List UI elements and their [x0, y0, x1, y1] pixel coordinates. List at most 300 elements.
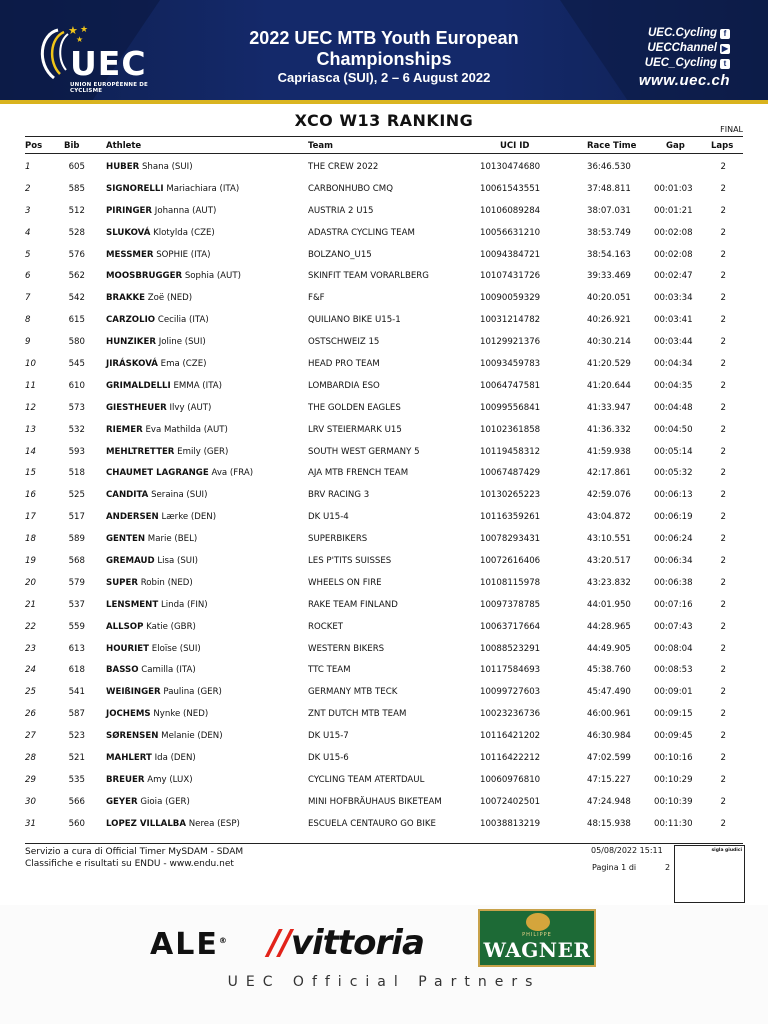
cell-uci-id: 10116421202 — [480, 731, 541, 742]
cell-team: WHEELS ON FIRE — [308, 577, 382, 588]
table-row — [0, 442, 768, 464]
table-row — [0, 376, 768, 398]
cell-bib: 566 — [68, 796, 85, 807]
cell-bib: 560 — [68, 818, 85, 829]
col-team: Team — [308, 141, 334, 151]
cell-athlete — [106, 157, 193, 179]
cell-athlete — [106, 485, 207, 507]
cell-athlete — [106, 398, 211, 420]
cell-team: BOLZANO_U15 — [308, 249, 372, 260]
cell-laps: 2 — [720, 293, 726, 304]
cell-athlete — [106, 266, 241, 288]
cell-bib: 542 — [68, 293, 85, 304]
cell-pos: 31 — [25, 818, 36, 829]
cell-bib: 613 — [68, 643, 85, 654]
vittoria-logo: //vittoria — [268, 923, 424, 963]
cell-athlete — [106, 617, 196, 639]
athlete-surname: BASSO — [106, 665, 139, 676]
cell-laps: 2 — [720, 687, 726, 698]
cell-bib: 580 — [68, 337, 85, 348]
athlete-firstname: Nynke (NED) — [153, 709, 209, 720]
cell-team: LRV STEIERMARK U15 — [308, 424, 402, 435]
wagner-small-text: PHILIPPE — [522, 932, 552, 938]
cell-pos: 11 — [25, 380, 36, 391]
cell-team: DK U15-6 — [308, 753, 349, 764]
table-row — [0, 639, 768, 661]
col-laps: Laps — [711, 141, 734, 151]
cell-gap: 00:04:35 — [654, 380, 693, 391]
athlete-surname: CANDITA — [106, 490, 149, 501]
cell-uci-id: 10129921376 — [480, 337, 541, 348]
cell-pos: 13 — [25, 424, 36, 435]
cell-athlete — [106, 354, 206, 376]
facebook-icon: f — [720, 29, 730, 39]
cell-team: QUILIANO BIKE U15-1 — [308, 315, 401, 326]
athlete-firstname: Eloïse (SUI) — [151, 643, 201, 654]
cell-uci-id: 10072616406 — [480, 556, 541, 567]
cell-pos: 4 — [25, 227, 31, 238]
event-subtitle: Capriasca (SUI), 2 – 6 August 2022 — [277, 70, 491, 85]
cell-race-time: 46:30.984 — [587, 731, 631, 742]
cell-bib: 615 — [68, 315, 85, 326]
cell-pos: 9 — [25, 337, 31, 348]
cell-gap: 00:06:24 — [654, 534, 693, 545]
cell-pos: 15 — [25, 468, 36, 479]
cell-race-time: 40:30.214 — [587, 337, 631, 348]
cell-athlete — [106, 332, 206, 354]
cell-gap: 00:04:34 — [654, 359, 693, 370]
col-bib: Bib — [64, 141, 80, 151]
athlete-firstname: Zoë (NED) — [147, 293, 193, 304]
cell-laps: 2 — [720, 556, 726, 567]
cell-uci-id: 10061543551 — [480, 183, 541, 194]
cell-pos: 22 — [25, 621, 36, 632]
cell-laps: 2 — [720, 709, 726, 720]
athlete-surname: JOCHEMS — [106, 709, 151, 720]
table-row — [0, 157, 768, 179]
cell-uci-id: 10090059329 — [480, 293, 541, 304]
cell-athlete — [106, 704, 208, 726]
athlete-firstname: EMMA (ITA) — [173, 380, 223, 391]
page-label: Pagina 1 di — [592, 863, 637, 872]
cell-gap: 00:01:03 — [654, 183, 693, 194]
cell-gap: 00:04:48 — [654, 402, 693, 413]
cell-pos: 26 — [25, 709, 36, 720]
cell-race-time: 38:53.749 — [587, 227, 631, 238]
athlete-surname: MEHLTRETTER — [106, 446, 175, 457]
table-row — [0, 201, 768, 223]
cell-race-time: 40:26.921 — [587, 315, 631, 326]
cell-bib: 562 — [68, 271, 85, 282]
table-row — [0, 748, 768, 770]
results-line: Classifiche e risultati su ENDU - www.endu.net — [25, 859, 234, 869]
athlete-surname: GRIMALDELLI — [106, 380, 171, 391]
cell-team: HEAD PRO TEAM — [308, 359, 380, 370]
cell-pos: 6 — [25, 271, 31, 282]
cell-bib: 541 — [68, 687, 85, 698]
social-links — [645, 26, 730, 71]
cell-laps: 2 — [720, 468, 726, 479]
cell-team: SKINFIT TEAM VORARLBERG — [308, 271, 429, 282]
divider — [25, 843, 743, 844]
athlete-firstname: Nerea (ESP) — [188, 818, 240, 829]
cell-gap: 00:08:53 — [654, 665, 693, 676]
social-facebook[interactable]: UEC.Cycling f — [645, 26, 730, 41]
cell-pos: 20 — [25, 577, 36, 588]
cell-laps: 2 — [720, 753, 726, 764]
cell-uci-id: 10060976810 — [480, 774, 541, 785]
cell-uci-id: 10117584693 — [480, 665, 541, 676]
cell-team: TTC TEAM — [308, 665, 351, 676]
cell-laps: 2 — [720, 315, 726, 326]
cell-laps: 2 — [720, 227, 726, 238]
cell-laps: 2 — [720, 402, 726, 413]
cell-gap: 00:10:16 — [654, 753, 693, 764]
cell-uci-id: 10119458312 — [480, 446, 541, 457]
cell-gap: 00:03:34 — [654, 293, 693, 304]
cell-team: CARBONHUBO CMQ — [308, 183, 393, 194]
athlete-surname: PIRINGER — [106, 205, 153, 216]
athlete-firstname: Katie (GBR) — [146, 621, 196, 632]
cell-uci-id: 10038813219 — [480, 818, 541, 829]
website-link[interactable]: www.uec.ch — [638, 72, 730, 89]
cell-uci-id: 10097378785 — [480, 599, 541, 610]
table-header — [0, 139, 768, 153]
athlete-firstname: Ida (DEN) — [154, 753, 196, 764]
social-youtube[interactable]: UECChannel ▶ — [647, 42, 729, 54]
cell-uci-id: 10031214782 — [480, 315, 541, 326]
cell-uci-id: 10067487429 — [480, 468, 541, 479]
cell-laps: 2 — [720, 818, 726, 829]
cell-bib: 593 — [68, 446, 85, 457]
cell-gap: 00:04:50 — [654, 424, 693, 435]
cell-laps: 2 — [720, 271, 726, 282]
cell-gap: 00:02:47 — [654, 271, 693, 282]
cell-athlete — [106, 595, 208, 617]
cell-team: LOMBARDIA ESO — [308, 380, 380, 391]
cell-bib: 521 — [68, 753, 85, 764]
athlete-surname: HOURIET — [106, 643, 150, 654]
athlete-surname: CARZOLIO — [106, 315, 156, 326]
cell-bib: 618 — [68, 665, 85, 676]
logo-text: UEC — [70, 44, 147, 83]
cell-race-time: 41:20.644 — [587, 380, 631, 391]
ale-logo: ALE® — [150, 927, 229, 962]
athlete-firstname: Klotylda (CZE) — [153, 227, 215, 238]
athlete-surname: GEYER — [106, 796, 138, 807]
athlete-surname: HUNZIKER — [106, 337, 156, 348]
signature-label: sigla giudici — [711, 848, 742, 853]
athlete-surname: MAHLERT — [106, 753, 152, 764]
cell-team: MINI HOFBRÄUHAUS BIKETEAM — [308, 796, 442, 807]
table-row — [0, 288, 768, 310]
cell-gap: 00:05:14 — [654, 446, 693, 457]
ranking-status: FINAL — [720, 125, 743, 134]
svg-text:★: ★ — [80, 25, 89, 35]
cell-pos: 18 — [25, 534, 36, 545]
cell-uci-id: 10116359261 — [480, 512, 541, 523]
partners-strip — [0, 905, 768, 1024]
cell-pos: 23 — [25, 643, 36, 654]
table-row — [0, 354, 768, 376]
cell-race-time: 43:20.517 — [587, 556, 631, 567]
table-row — [0, 420, 768, 442]
cell-race-time: 47:24.948 — [587, 796, 631, 807]
cell-pos: 12 — [25, 402, 36, 413]
cell-laps: 2 — [720, 599, 726, 610]
athlete-firstname: Ilvy (AUT) — [169, 402, 212, 413]
cell-gap: 00:02:08 — [654, 249, 693, 260]
cell-uci-id: 10094384721 — [480, 249, 541, 260]
cell-team: OSTSCHWEIZ 15 — [308, 337, 380, 348]
athlete-surname: LENSMENT — [106, 599, 159, 610]
cell-uci-id: 10102361858 — [480, 424, 541, 435]
cell-athlete — [106, 420, 228, 442]
cell-bib: 537 — [68, 599, 85, 610]
cell-laps: 2 — [720, 162, 726, 172]
table-row — [0, 770, 768, 792]
cell-athlete — [106, 288, 192, 310]
cell-athlete — [106, 529, 197, 551]
event-title: 2022 UEC MTB Youth European Championships — [249, 28, 519, 69]
cell-team: SUPERBIKERS — [308, 534, 368, 545]
cell-race-time: 44:01.950 — [587, 599, 631, 610]
athlete-surname: LOPEZ VILLALBA — [106, 818, 186, 829]
cell-athlete — [106, 223, 215, 245]
footer-credits — [25, 846, 243, 870]
header-banner — [0, 0, 768, 104]
cell-athlete — [106, 726, 223, 748]
cell-team: AJA MTB FRENCH TEAM — [308, 468, 409, 479]
cell-gap: 00:09:15 — [654, 709, 693, 720]
cell-bib: 573 — [68, 402, 85, 413]
athlete-firstname: Robin (NED) — [140, 577, 193, 588]
table-row — [0, 792, 768, 814]
cell-pos: 8 — [25, 315, 31, 326]
athlete-firstname: Ema (CZE) — [160, 359, 207, 370]
cell-bib: 545 — [68, 359, 85, 370]
cell-pos: 28 — [25, 753, 36, 764]
cell-laps: 2 — [720, 512, 726, 523]
cell-team: ESCUELA CENTAURO GO BIKE — [308, 818, 436, 829]
athlete-firstname: Amy (LUX) — [147, 774, 193, 785]
cell-bib: 532 — [68, 424, 85, 435]
cell-bib: 525 — [68, 490, 85, 501]
cell-race-time: 41:20.529 — [587, 359, 631, 370]
athlete-firstname: Seraina (SUI) — [151, 490, 208, 501]
cell-race-time: 48:15.938 — [587, 818, 631, 829]
col-gap: Gap — [666, 141, 685, 151]
cell-gap: 00:05:32 — [654, 468, 693, 479]
athlete-surname: HUBER — [106, 162, 140, 172]
cell-uci-id: 10130474680 — [480, 162, 541, 172]
cell-pos: 14 — [25, 446, 36, 457]
athlete-surname: SUPER — [106, 577, 138, 588]
cell-race-time: 42:17.861 — [587, 468, 631, 479]
cell-athlete — [106, 573, 193, 595]
athlete-surname: SIGNORELLI — [106, 183, 164, 194]
athlete-surname: SLUKOVÁ — [106, 227, 151, 238]
cell-laps: 2 — [720, 577, 726, 588]
cell-gap: 00:06:38 — [654, 577, 693, 588]
table-row — [0, 814, 768, 836]
svg-text:★: ★ — [76, 35, 84, 44]
cell-gap: 00:02:08 — [654, 227, 693, 238]
col-athlete: Athlete — [106, 141, 142, 151]
cell-team: WESTERN BIKERS — [308, 643, 385, 654]
cell-race-time: 43:23.832 — [587, 577, 631, 588]
page-total: 2 — [665, 863, 671, 872]
table-row — [0, 179, 768, 201]
cell-race-time: 47:15.227 — [587, 774, 631, 785]
partners-caption: UEC Official Partners — [227, 974, 541, 990]
cell-uci-id: 10099556841 — [480, 402, 541, 413]
cell-race-time: 46:00.961 — [587, 709, 631, 720]
cell-team: AUSTRIA 2 U15 — [308, 205, 374, 216]
athlete-firstname: Lærke (DEN) — [161, 512, 217, 523]
cell-pos: 27 — [25, 731, 36, 742]
cell-team: CYCLING TEAM ATERTDAUL — [308, 774, 425, 785]
cell-uci-id: 10099727603 — [480, 687, 541, 698]
athlete-surname: MOOSBRUGGER — [106, 271, 183, 282]
wagner-logo — [478, 909, 596, 967]
col-race-time: Race Time — [587, 141, 637, 151]
cell-laps: 2 — [720, 424, 726, 435]
cell-gap: 00:01:21 — [654, 205, 693, 216]
cell-race-time: 41:59.938 — [587, 446, 631, 457]
cell-bib: 585 — [68, 183, 85, 194]
table-row — [0, 551, 768, 573]
tree-icon — [526, 913, 550, 931]
cell-pos: 2 — [25, 183, 31, 194]
table-row — [0, 617, 768, 639]
table-row — [0, 310, 768, 332]
cell-athlete — [106, 201, 216, 223]
twitter-icon: t — [720, 59, 730, 69]
cell-uci-id: 10072402501 — [480, 796, 541, 807]
cell-laps: 2 — [720, 205, 726, 216]
cell-laps: 2 — [720, 249, 726, 260]
athlete-surname: GREMAUD — [106, 556, 155, 567]
cell-laps: 2 — [720, 359, 726, 370]
cell-athlete — [106, 748, 196, 770]
cell-team: DK U15-7 — [308, 731, 349, 742]
cell-pos: 25 — [25, 687, 36, 698]
uec-logo — [28, 20, 178, 94]
table-row — [0, 595, 768, 617]
cell-pos: 21 — [25, 599, 36, 610]
table-row — [0, 573, 768, 595]
cell-race-time: 43:10.551 — [587, 534, 631, 545]
cell-gap: 00:09:01 — [654, 687, 693, 698]
cell-athlete — [106, 792, 190, 814]
table-row — [0, 266, 768, 288]
cell-laps: 2 — [720, 665, 726, 676]
cell-laps: 2 — [720, 183, 726, 194]
cell-bib: 518 — [68, 468, 85, 479]
cell-laps: 2 — [720, 774, 726, 785]
cell-uci-id: 10063717664 — [480, 621, 541, 632]
athlete-surname: JIRÁSKOVÁ — [106, 359, 158, 370]
cell-athlete — [106, 814, 240, 836]
cell-uci-id: 10130265223 — [480, 490, 541, 501]
cell-gap: 00:06:13 — [654, 490, 693, 501]
athlete-surname: WEIßINGER — [106, 687, 161, 698]
cell-race-time: 40:20.051 — [587, 293, 631, 304]
cell-uci-id: 10093459783 — [480, 359, 541, 370]
cell-uci-id: 10106089284 — [480, 205, 541, 216]
cell-race-time: 45:47.490 — [587, 687, 631, 698]
athlete-firstname: Paulina (GER) — [163, 687, 222, 698]
cell-gap: 00:10:39 — [654, 796, 693, 807]
cell-uci-id: 10064747581 — [480, 380, 541, 391]
table-row — [0, 398, 768, 420]
cell-team: THE GOLDEN EAGLES — [308, 402, 401, 413]
social-twitter[interactable]: UEC_Cycling t — [645, 56, 730, 71]
athlete-surname: ALLSOP — [106, 621, 144, 632]
athlete-surname: ANDERSEN — [106, 512, 159, 523]
cell-bib: 579 — [68, 577, 85, 588]
cell-race-time: 44:28.965 — [587, 621, 631, 632]
cell-athlete — [106, 682, 222, 704]
table-row — [0, 726, 768, 748]
athlete-firstname: Lisa (SUI) — [157, 556, 198, 567]
cell-bib: 610 — [68, 380, 85, 391]
cell-race-time: 36:46.530 — [587, 162, 631, 172]
logo-subtitle: UNION EUROPÉENNE DE CYCLISME — [70, 82, 148, 94]
cell-athlete — [106, 179, 239, 201]
table-row — [0, 704, 768, 726]
cell-laps: 2 — [720, 731, 726, 742]
cell-laps: 2 — [720, 490, 726, 501]
print-datetime: 05/08/2022 15:11 — [591, 846, 663, 855]
athlete-firstname: Linda (FIN) — [160, 599, 208, 610]
cell-gap: 00:10:29 — [654, 774, 693, 785]
athlete-surname: MESSMER — [106, 249, 154, 260]
athlete-firstname: Johanna (AUT) — [154, 205, 217, 216]
cell-pos: 16 — [25, 490, 36, 501]
cell-race-time: 45:38.760 — [587, 665, 631, 676]
cell-bib: 589 — [68, 534, 85, 545]
athlete-firstname: Ava (FRA) — [211, 468, 254, 479]
table-row — [0, 223, 768, 245]
athlete-surname: RIEMER — [106, 424, 143, 435]
cell-pos: 7 — [25, 293, 31, 304]
ranking-title: XCO W13 RANKING — [294, 111, 474, 130]
cell-pos: 10 — [25, 359, 36, 370]
service-line: Servizio a cura di Official Timer MySDAM - SDAM — [25, 847, 244, 857]
cell-athlete — [106, 442, 228, 464]
athlete-firstname: Joline (SUI) — [158, 337, 206, 348]
cell-bib: 528 — [68, 227, 85, 238]
athlete-firstname: Shana (SUI) — [141, 162, 193, 172]
cell-bib: 559 — [68, 621, 85, 632]
athlete-firstname: Marie (BEL) — [147, 534, 198, 545]
cell-pos: 30 — [25, 796, 36, 807]
wagner-name: WAGNER — [483, 938, 591, 962]
athlete-firstname: Eva Mathilda (AUT) — [145, 424, 228, 435]
cell-race-time: 38:54.163 — [587, 249, 631, 260]
athlete-surname: BRAKKE — [106, 293, 146, 304]
cell-race-time: 42:59.076 — [587, 490, 631, 501]
cell-team: LES P'TITS SUISSES — [308, 556, 392, 567]
cell-uci-id: 10088523291 — [480, 643, 541, 654]
athlete-firstname: Sophia (AUT) — [184, 271, 241, 282]
cell-gap: 00:08:04 — [654, 643, 693, 654]
cell-pos: 29 — [25, 774, 36, 785]
cell-athlete — [106, 639, 201, 661]
col-uci-id: UCI ID — [500, 141, 530, 151]
